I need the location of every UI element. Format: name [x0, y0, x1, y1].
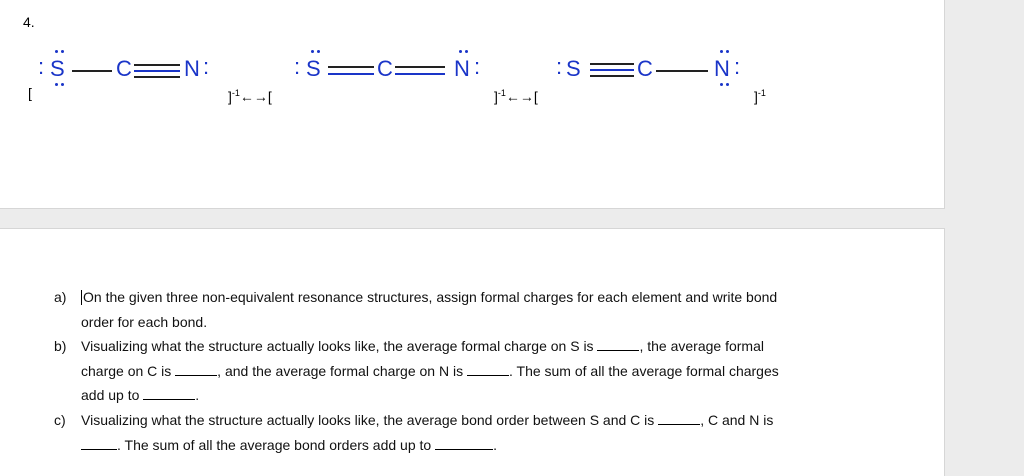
bottom-page — [0, 228, 945, 476]
question-b-label: b) — [54, 338, 67, 354]
closing-bracket: ]$^{-1}$ — [754, 88, 766, 105]
answer-blank-n-charge[interactable] — [467, 361, 509, 376]
s3-n-lone-pair-top — [726, 50, 729, 53]
question-c-label: c) — [54, 412, 66, 428]
s2-s-lone-pair-top — [311, 50, 314, 53]
question-b: b) Visualizing what the structure actually looks like, the average formal charge on S is , the average formal charge on C is , and the average formal charge on N is . The sum of all the average formal charges add up to . — [54, 334, 904, 408]
s2-n-lone-pair-top — [459, 50, 462, 53]
question-a-text-cont: order for each bond. — [81, 313, 208, 330]
s2-sc-double-bond — [328, 73, 374, 75]
s1-s-lone-pair-bottom — [61, 83, 64, 86]
s3-n-lone-pair-bottom — [720, 83, 723, 86]
s1-sulfur-atom: S — [50, 56, 65, 81]
s3-sc-triple-bond — [590, 69, 634, 71]
s1-nitrogen-atom: N — [184, 56, 200, 81]
answer-blank-sc-bond-order[interactable] — [658, 410, 700, 425]
s3-s-lone-pair-left: : — [556, 54, 563, 79]
question-c: c) Visualizing what the structure actually looks like, the average bond order between S and C is , C and N is . The sum of all the average bond orders add up to . — [54, 408, 904, 457]
s1-cn-triple-bond — [134, 64, 180, 66]
answer-blank-cn-bond-order[interactable] — [81, 435, 117, 450]
s3-cn-single-bond — [656, 70, 708, 72]
answer-blank-sum-bond-orders[interactable] — [435, 435, 493, 450]
s3-n-lone-pair-top — [720, 50, 723, 53]
text-cursor — [81, 290, 82, 305]
s2-n-lone-pair-top — [465, 50, 468, 53]
s1-sc-single-bond — [72, 70, 112, 72]
resonance-separator-1: ]$^{-1}$←→[ — [228, 88, 272, 105]
s2-carbon-atom: C — [377, 56, 393, 81]
question-a-text: On the given three non-equivalent resonance structures, assign formal charges for each element and write bond — [83, 289, 778, 305]
top-page — [0, 0, 945, 209]
s3-n-lone-pair: : — [734, 54, 741, 79]
answer-blank-s-charge[interactable] — [597, 336, 639, 351]
resonance-separator-2: ]$^{-1}$←→[ — [494, 88, 538, 105]
s2-cn-double-bond — [395, 73, 445, 75]
question-number: 4. — [23, 14, 35, 30]
open-bracket: [ — [28, 85, 32, 101]
s3-nitrogen-atom: N — [714, 56, 730, 81]
s3-n-lone-pair-bottom — [726, 83, 729, 86]
s2-cn-double-bond — [395, 66, 445, 68]
s1-cn-triple-bond — [134, 70, 180, 72]
s1-n-lone-pair: : — [203, 54, 210, 79]
answer-blank-sum-charges[interactable] — [143, 385, 195, 400]
s1-s-lone-pair-top — [61, 50, 64, 53]
answer-blank-c-charge[interactable] — [175, 361, 217, 376]
s2-sulfur-atom: S — [306, 56, 321, 81]
question-a — [54, 285, 904, 334]
s3-sc-triple-bond — [590, 63, 634, 65]
s1-s-lone-pair-top — [55, 50, 58, 53]
s2-n-lone-pair: : — [474, 54, 481, 79]
s2-s-lone-pair-left: : — [294, 54, 301, 79]
s3-carbon-atom: C — [637, 56, 653, 81]
s3-sc-triple-bond — [590, 75, 634, 77]
s2-nitrogen-atom: N — [454, 56, 470, 81]
s1-s-lone-pair-bottom — [55, 83, 58, 86]
s1-carbon-atom: C — [116, 56, 132, 81]
s2-s-lone-pair-top — [317, 50, 320, 53]
s1-s-lone-pair-left: : — [38, 54, 45, 79]
s3-sulfur-atom: S — [566, 56, 581, 81]
s2-sc-double-bond — [328, 66, 374, 68]
s1-cn-triple-bond — [134, 76, 180, 78]
question-a-label: a) — [54, 289, 67, 305]
